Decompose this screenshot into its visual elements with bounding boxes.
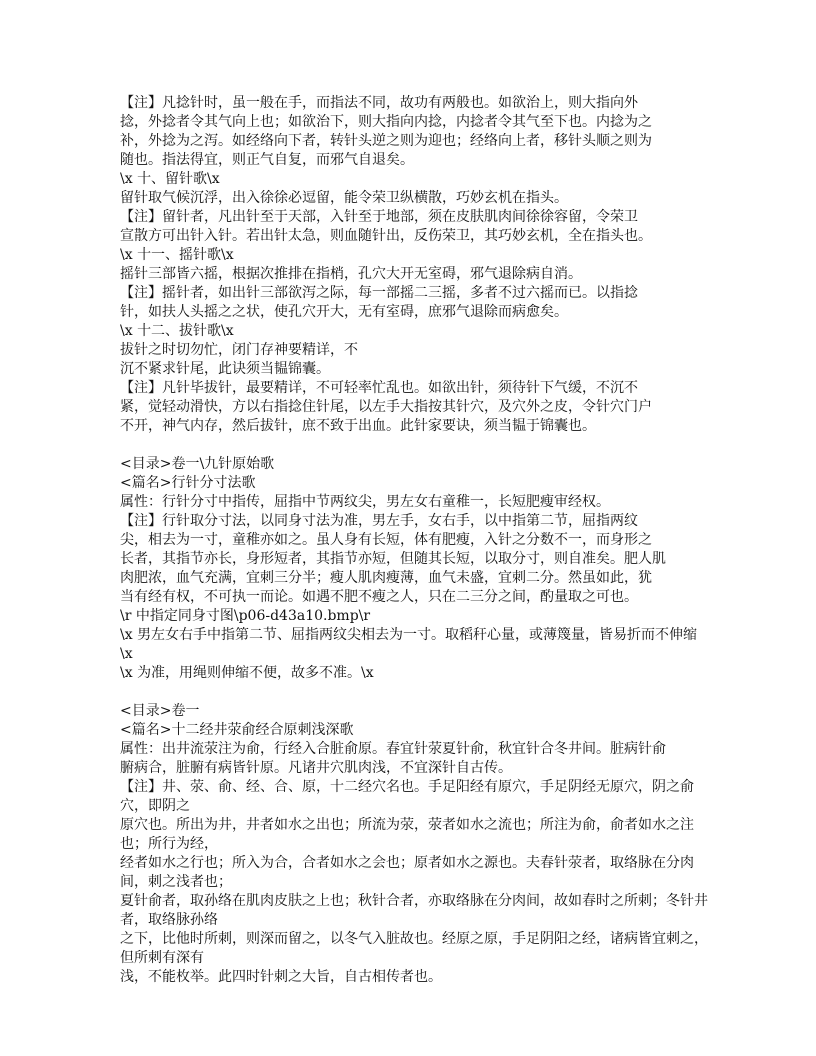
section-heading: \x 十二、拔针歌\x [120, 323, 234, 339]
attribute-line: 属性：行针分寸中指传，屈指中节两纹尖，男左女右童稚一，长短肥瘦审经权。 [120, 494, 610, 510]
text-line: 经者如水之行也；所入为合，合者如水之会也；原者如水之源也。夫春针荥者，取络脉在分肉间，刺之浅者也； [120, 855, 694, 890]
text-line: 长者，其指节亦长，身形短者，其指节亦短，但随其长短，以取分寸，则自准矣。肥人肌 [120, 551, 666, 567]
toc-line: <目录>卷一\九针原始歌 [120, 456, 275, 472]
text-line: 补，外捻为之泻。如经络向下者，转针头逆之则为迎也；经络向上者，移针头顺之则为 [120, 133, 652, 149]
text-line: 原穴也。所出为井，井者如水之出也；所流为荥，荥者如水之流也；所注为俞，俞者如水之注也；所行为经， [120, 817, 694, 852]
text-line: 随也。指法得宜，则正气自复，而邪气自退矣。 [120, 152, 414, 168]
text-line: 【注】摇针者，如出针三部欲泻之际，每一部摇二三摇，多者不过六摇而已。以指捻 [120, 285, 638, 301]
text-line: 【注】凡捻针时，虽一般在手，而指法不同，故功有两般也。如欲治上，则大指向外 [120, 95, 638, 111]
chapter-title: <篇名>行针分寸法歌 [120, 475, 256, 491]
text-line: 当有经有权，不可执一而论。如遇不肥不瘦之人，只在二三分之间，酌量取之可也。 [120, 589, 638, 605]
section-heading: \x 十、留针歌\x [120, 171, 220, 187]
toc-line: <目录>卷一 [120, 703, 200, 719]
document-page [120, 94, 710, 987]
text-line: 尖，相去为一寸，童稚亦如之。虽人身有长短，体有肥瘦，入针之分数不一，而身形之 [120, 532, 652, 548]
text-line: 【注】留针者，凡出针至于天部，入针至于地部，须在皮肤肌肉间徐徐容留，令荣卫 [120, 209, 638, 225]
attribute-line: 腑病合，脏腑有病皆针原。凡诸井穴肌肉浅，不宜深针自古传。 [120, 760, 512, 776]
text-line: 【注】行针取分寸法，以同身寸法为准，男左手，女右手，以中指第二节，屈指两纹 [120, 513, 638, 529]
text-line: 宣散方可出针入针。若出针太急，则血随针出，反伤荣卫，其巧妙玄机，全在指头也。 [120, 228, 652, 244]
text-line: 针，如扶人头摇之之状，使孔穴开大，无有室碍，庶邪气退除而病愈矣。 [120, 304, 568, 320]
verse-line: 摇针三部皆六摇，根据次推排在指梢，孔穴大开无室碍，邪气退除病自消。 [120, 266, 582, 282]
caption-line: \x [120, 646, 133, 662]
verse-line: 拔针之时切勿忙，闭门存神要精详，不 [120, 342, 358, 358]
chapter-title: <篇名>十二经井荥俞经合原刺浅深歌 [120, 722, 354, 738]
text-line: 【注】井、荥、俞、经、合、原，十二经穴名也。手足阳经有原穴，手足阴经无原穴，阴之俞穴，即阴之 [120, 779, 694, 814]
blank-line [120, 436, 710, 455]
blank-line [120, 683, 710, 702]
verse-line: 留针取气候沉浮，出入徐徐必逗留，能令荣卫纵横散，巧妙玄机在指头。 [120, 190, 568, 206]
text-line: 捻，外捻者令其气向上也；如欲治下，则大指向内捻，内捻者令其气至下也。内捻为之 [120, 114, 652, 130]
text-line: 浅，不能枚举。此四时针刺之大旨，自古相传者也。 [120, 969, 442, 985]
text-line: 【注】凡针毕拔针，最要精详，不可轻率忙乱也。如欲出针，须待针下气缓，不沉不 [120, 380, 638, 396]
verse-line: 沉不紧求针尾，此诀须当韫锦囊。 [120, 361, 330, 377]
text-line: 之下，比他时所刺，则深而留之，以冬气入脏故也。经原之原，手足阴阳之经，诸病皆宜刺之，但所刺有深有 [120, 931, 708, 966]
text-line: 不开，神气内存，然后拔针，庶不致于出血。此针家要诀，须当韫于锦囊也。 [120, 418, 596, 434]
text-line: 紧，觉轻动滑快，方以右指捻住针尾，以左手大指按其针穴，及穴外之皮，令针穴门户 [120, 399, 652, 415]
caption-line: \x 男左女右手中指第二节、屈指两纹尖相去为一寸。取稻秆心量，或薄篾量，皆易折而不伸缩 [120, 627, 698, 643]
caption-line: \x 为准，用绳则伸缩不便，故多不准。\x [120, 665, 374, 681]
text-line: 肉肥浓，血气充满，宜刺三分半；瘦人肌肉瘦薄，血气未盛，宜刺二分。然虽如此，犹 [120, 570, 652, 586]
text-line: 夏针俞者，取孙络在肌肉皮肤之上也；秋针合者，亦取络脉在分肉间，故如春时之所刺；冬针井者，取络脉孙络 [120, 893, 708, 928]
attribute-line: 属性：出井流荥注为俞，行经入合脏俞原。春宜针荥夏针俞，秋宜针合冬井间。脏病针俞 [120, 741, 666, 757]
figure-reference: \r 中指定同身寸图\p06-d43a10.bmp\r [120, 608, 371, 624]
section-heading: \x 十一、摇针歌\x [120, 247, 234, 263]
